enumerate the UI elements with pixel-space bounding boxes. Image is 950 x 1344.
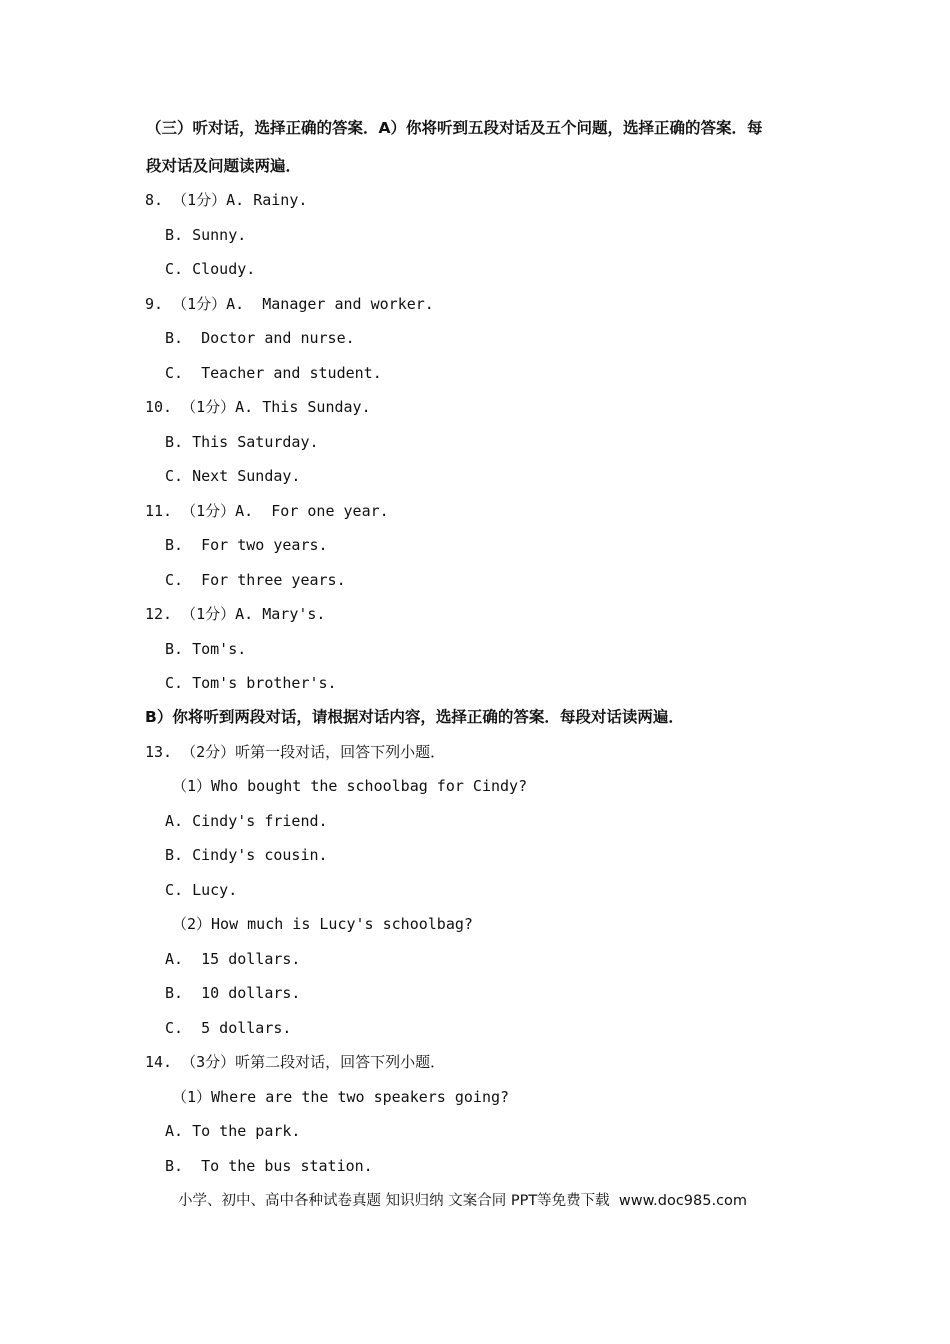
question-8-option-b: B. Sunny. [165, 226, 247, 244]
question-9-option-b: B. Doctor and nurse. [165, 329, 355, 347]
page-footer: 小学、初中、高中各种试卷真题 知识归纳 文案合同 PPT等免费下载 www.doc985.com [178, 1193, 748, 1209]
question-13-sub1: （1）Who bought the schoolbag for Cindy? [172, 777, 528, 795]
question-13-stem: 13. （2分）听第一段对话，回答下列小题． [145, 743, 446, 761]
question-13-sub2: （2）How much is Lucy's schoolbag? [172, 915, 473, 933]
question-13-sub2-option-b: B. 10 dollars. [165, 984, 301, 1002]
question-12-stem: 12. （1分）A. Mary's. [145, 605, 326, 623]
question-13-sub2-option-c: C. 5 dollars. [165, 1019, 292, 1037]
question-8-stem: 8. （1分）A. Rainy. [145, 191, 308, 209]
question-10-option-b: B. This Saturday. [165, 433, 319, 451]
question-13-sub1-option-a: A. Cindy's friend. [165, 812, 328, 830]
question-13-sub2-option-a: A. 15 dollars. [165, 950, 301, 968]
section-b-header: B）你将听到两段对话，请根据对话内容，选择正确的答案．每段对话读两遍． [145, 708, 684, 726]
section-header-line1: （三）听对话，选择正确的答案．A）你将听到五段对话及五个问题，选择正确的答案．每 [146, 119, 763, 137]
question-14-sub1-option-a: A. To the park. [165, 1122, 301, 1140]
section-header-line2: 段对话及问题读两遍． [146, 157, 302, 175]
question-13-sub1-option-b: B. Cindy's cousin. [165, 846, 328, 864]
question-14-sub1-option-b: B. To the bus station. [165, 1157, 373, 1175]
question-14-stem: 14. （3分）听第二段对话，回答下列小题． [145, 1053, 446, 1071]
question-9-option-c: C. Teacher and student. [165, 364, 382, 382]
question-13-sub1-option-c: C. Lucy. [165, 881, 238, 899]
question-8-option-c: C. Cloudy. [165, 260, 256, 278]
question-10-stem: 10. （1分）A. This Sunday. [145, 398, 371, 416]
question-11-option-c: C. For three years. [165, 571, 346, 589]
question-9-stem: 9. （1分）A. Manager and worker. [145, 295, 434, 313]
question-12-option-b: B. Tom's. [165, 640, 247, 658]
question-11-stem: 11. （1分）A. For one year. [145, 502, 389, 520]
question-11-option-b: B. For two years. [165, 536, 328, 554]
question-12-option-c: C. Tom's brother's. [165, 674, 337, 692]
question-14-sub1: （1）Where are the two speakers going? [172, 1088, 510, 1106]
question-10-option-c: C. Next Sunday. [165, 467, 301, 485]
